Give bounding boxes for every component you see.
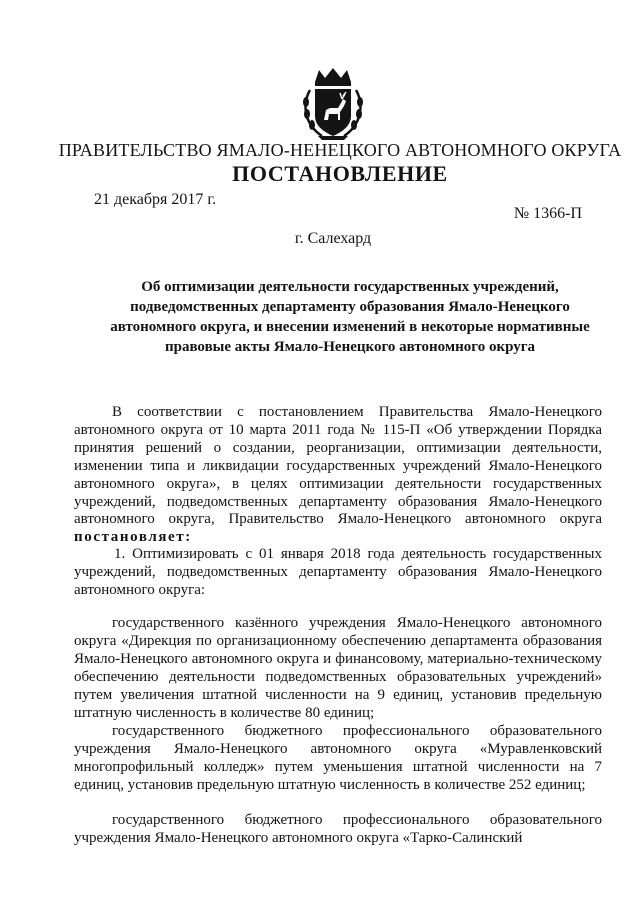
- decree-date: 21 декабря 2017 г.: [94, 191, 217, 208]
- preamble-paragraph: [74, 404, 602, 547]
- item-1-paragraph: 1. Оптимизировать с 01 января 2018 года деятельность государственных учреждений, подведомственных департаменту образования Ямало-Ненецкого автономного округа:: [74, 546, 602, 598]
- item-1-subitem-directorate: государственного казённого учреждения Ямало-Ненецкого автономного округа «Дирекция по организационному обеспечению департамента образования Ямало-Ненецкого автономного округа и финансовому, материально-техническому обеспечению деятельности подведомственных образовательных учреждений» путем увеличения штатной численности на 9 единиц, установив предельную штатную численность в количестве 80 единиц;: [74, 615, 602, 721]
- decree-number: № 1366-П: [513, 205, 582, 222]
- government-name: ПРАВИТЕЛЬСТВО ЯМАЛО-НЕНЕЦКОГО АВТОНОМНОГО ОКРУГА: [58, 140, 622, 160]
- coat-of-arms-emblem: [298, 66, 368, 142]
- item-1-subitem-tarko-sale: государственного бюджетного профессионального образовательного учреждения Ямало-Ненецкого автономного округа «Тарко-Салинский: [74, 812, 602, 846]
- document-type-heading: ПОСТАНОВЛЕНИЕ: [232, 161, 448, 186]
- item-1-subitem-muravlenko-college: государственного бюджетного профессионального образовательного учреждения Ямало-Ненецкого автономного округа «Муравленковский многопрофильный колледж» путем уменьшения штатной численности на 7 единиц, установив предельную штатную численность в количестве 252 единиц;: [74, 723, 602, 793]
- city-of-issue: г. Салехард: [294, 230, 372, 247]
- decree-title: Об оптимизации деятельности государственных учреждений, подведомственных департаменту образования Ямало-Ненецкого автономного округа, и внесении изменений в некоторые нормативные правовые акты Ямало-Ненецкого автономного округа: [110, 279, 590, 355]
- resolves-keyword: постановляет:: [74, 529, 192, 546]
- preamble-text: В соответствии с постановлением Правительства Ямало-Ненецкого автономного округа от 10 марта 2011 года № 115-П «Об утверждении Порядка принятия решений о создании, реорганизации, оптимизации деятельности, изменении типа и ликвидации государственных учреждений Ямало-Ненецкого автономного округа», в целях оптимизации деятельности государственных учреждений, подведомственных департаменту образования Ямало-Ненецкого автономного округа, Правительство Ямало-Ненецкого автономного округа: [74, 404, 602, 528]
